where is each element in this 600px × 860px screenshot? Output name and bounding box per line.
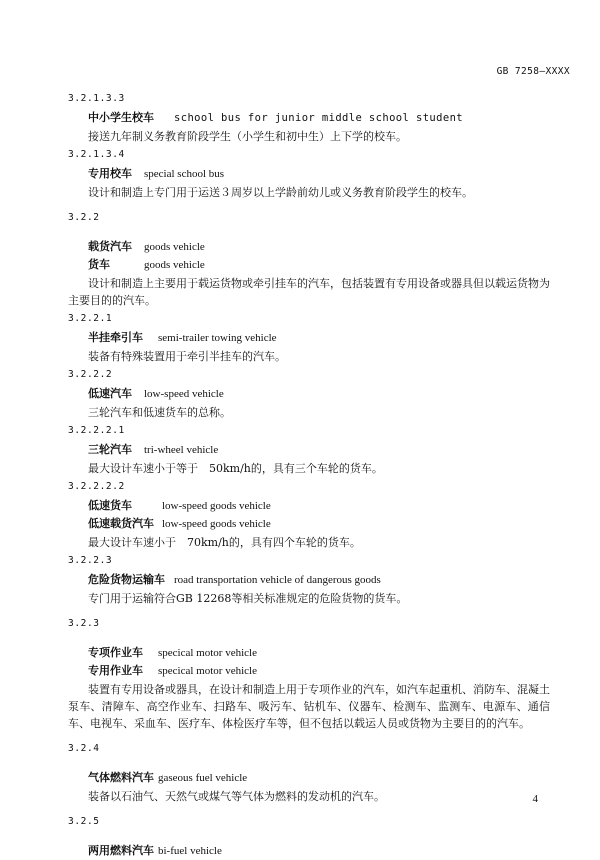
term-en: low-speed vehicle [144, 388, 224, 400]
term-line [88, 571, 550, 589]
term-en: bi-fuel vehicle [158, 845, 222, 857]
clause-number: 3.2.2 [68, 212, 100, 223]
term-line [88, 644, 550, 662]
clause-number: 3.2.1.3.4 [68, 149, 125, 160]
clause-number: 3.2.2.2.1 [68, 425, 125, 436]
clause-number: 3.2.4 [68, 743, 100, 754]
definition: 最大设计车速小于等于 50km/h的，具有三个车轮的货车。 [88, 462, 383, 475]
term-line [88, 515, 550, 533]
definition: 装备以石油气、天然气或煤气等气体为燃料的发动机的汽车。 [88, 790, 385, 803]
term-zh: 危险货物运输车 [88, 573, 165, 586]
page-number: 4 [532, 793, 538, 805]
definition: 接送九年制义务教育阶段学生（小学生和初中生）上下学的校车。 [88, 130, 407, 143]
term-en: tri-wheel vehicle [144, 444, 219, 456]
term-line [88, 842, 550, 860]
definition: 专门用于运输符合GB 12268等相关标准规定的危险货物的货车。 [88, 592, 408, 605]
term-zh: 低速货车 [88, 499, 132, 512]
document-body [68, 92, 550, 860]
clause-number: 3.2.1.3.3 [68, 93, 125, 104]
term-en: road transportation vehicle of dangerous goods [174, 574, 381, 586]
clause-number: 3.2.2.2.2 [68, 481, 125, 492]
term-zh: 载货汽车 [88, 240, 132, 253]
clause-number: 3.2.5 [68, 816, 100, 827]
term-line [88, 165, 550, 183]
term-zh: 气体燃料汽车 [88, 771, 154, 784]
term-zh: 专用校车 [88, 167, 132, 180]
term-en: special school bus [144, 168, 225, 180]
term-zh: 货车 [88, 258, 110, 271]
term-line [88, 109, 550, 127]
definition: 最大设计车速小于 70km/h的，具有四个车轮的货车。 [88, 536, 361, 549]
term-zh: 两用燃料汽车 [88, 844, 154, 857]
clause-number: 3.2.2.2 [68, 369, 113, 380]
term-en: low-speed goods vehicle [162, 518, 271, 530]
term-line [88, 385, 550, 403]
term-zh: 专项作业车 [88, 646, 143, 659]
definition: 设计和制造上主要用于载运货物或牵引挂车的汽车，包括装置有专用设备或器具但以载运货物为主要目的的汽车。 [68, 277, 550, 307]
clause-number: 3.2.3 [68, 618, 100, 629]
term-line [88, 769, 550, 787]
term-zh: 中小学生校车 [88, 111, 154, 124]
term-zh: 低速汽车 [88, 387, 132, 400]
definition: 装备有特殊装置用于牵引半挂车的汽车。 [88, 350, 286, 363]
term-zh: 三轮汽车 [88, 443, 132, 456]
term-en: semi-trailer towing vehicle [158, 332, 277, 344]
term-en: goods vehicle [144, 241, 205, 253]
term-line [88, 329, 550, 347]
term-en: specical motor vehicle [158, 665, 257, 677]
term-en: gaseous fuel vehicle [158, 772, 248, 784]
term-line [88, 662, 550, 680]
definition: 三轮汽车和低速货车的总称。 [88, 406, 231, 419]
clause-number: 3.2.2.3 [68, 555, 113, 566]
term-line [88, 497, 550, 515]
term-line [88, 238, 550, 256]
clause-number: 3.2.2.1 [68, 313, 113, 324]
term-line [88, 441, 550, 459]
term-en: school bus for junior middle school student [174, 112, 464, 124]
term-en: goods vehicle [144, 259, 205, 271]
definition: 设计和制造上专门用于运送３周岁以上学龄前幼儿或义务教育阶段学生的校车。 [88, 186, 473, 199]
standard-code: GB 7258—XXXX [496, 66, 570, 77]
term-zh: 低速载货汽车 [88, 517, 154, 530]
term-en: low-speed goods vehicle [162, 500, 271, 512]
term-line [88, 256, 550, 274]
term-zh: 半挂牵引车 [88, 331, 143, 344]
definition: 装置有专用设备或器具，在设计和制造上用于专项作业的汽车，如汽车起重机、消防车、混凝土泵车、清障车、高空作业车、扫路车、吸污车、钻机车、仪器车、检测车、监测车、电源车、通信车、电视车、采血车、医疗车、体检医疗车等，但不包括以载运人员或货物为主要目的的汽车。 [68, 683, 550, 730]
term-zh: 专用作业车 [88, 664, 143, 677]
term-en: specical motor vehicle [158, 647, 257, 659]
